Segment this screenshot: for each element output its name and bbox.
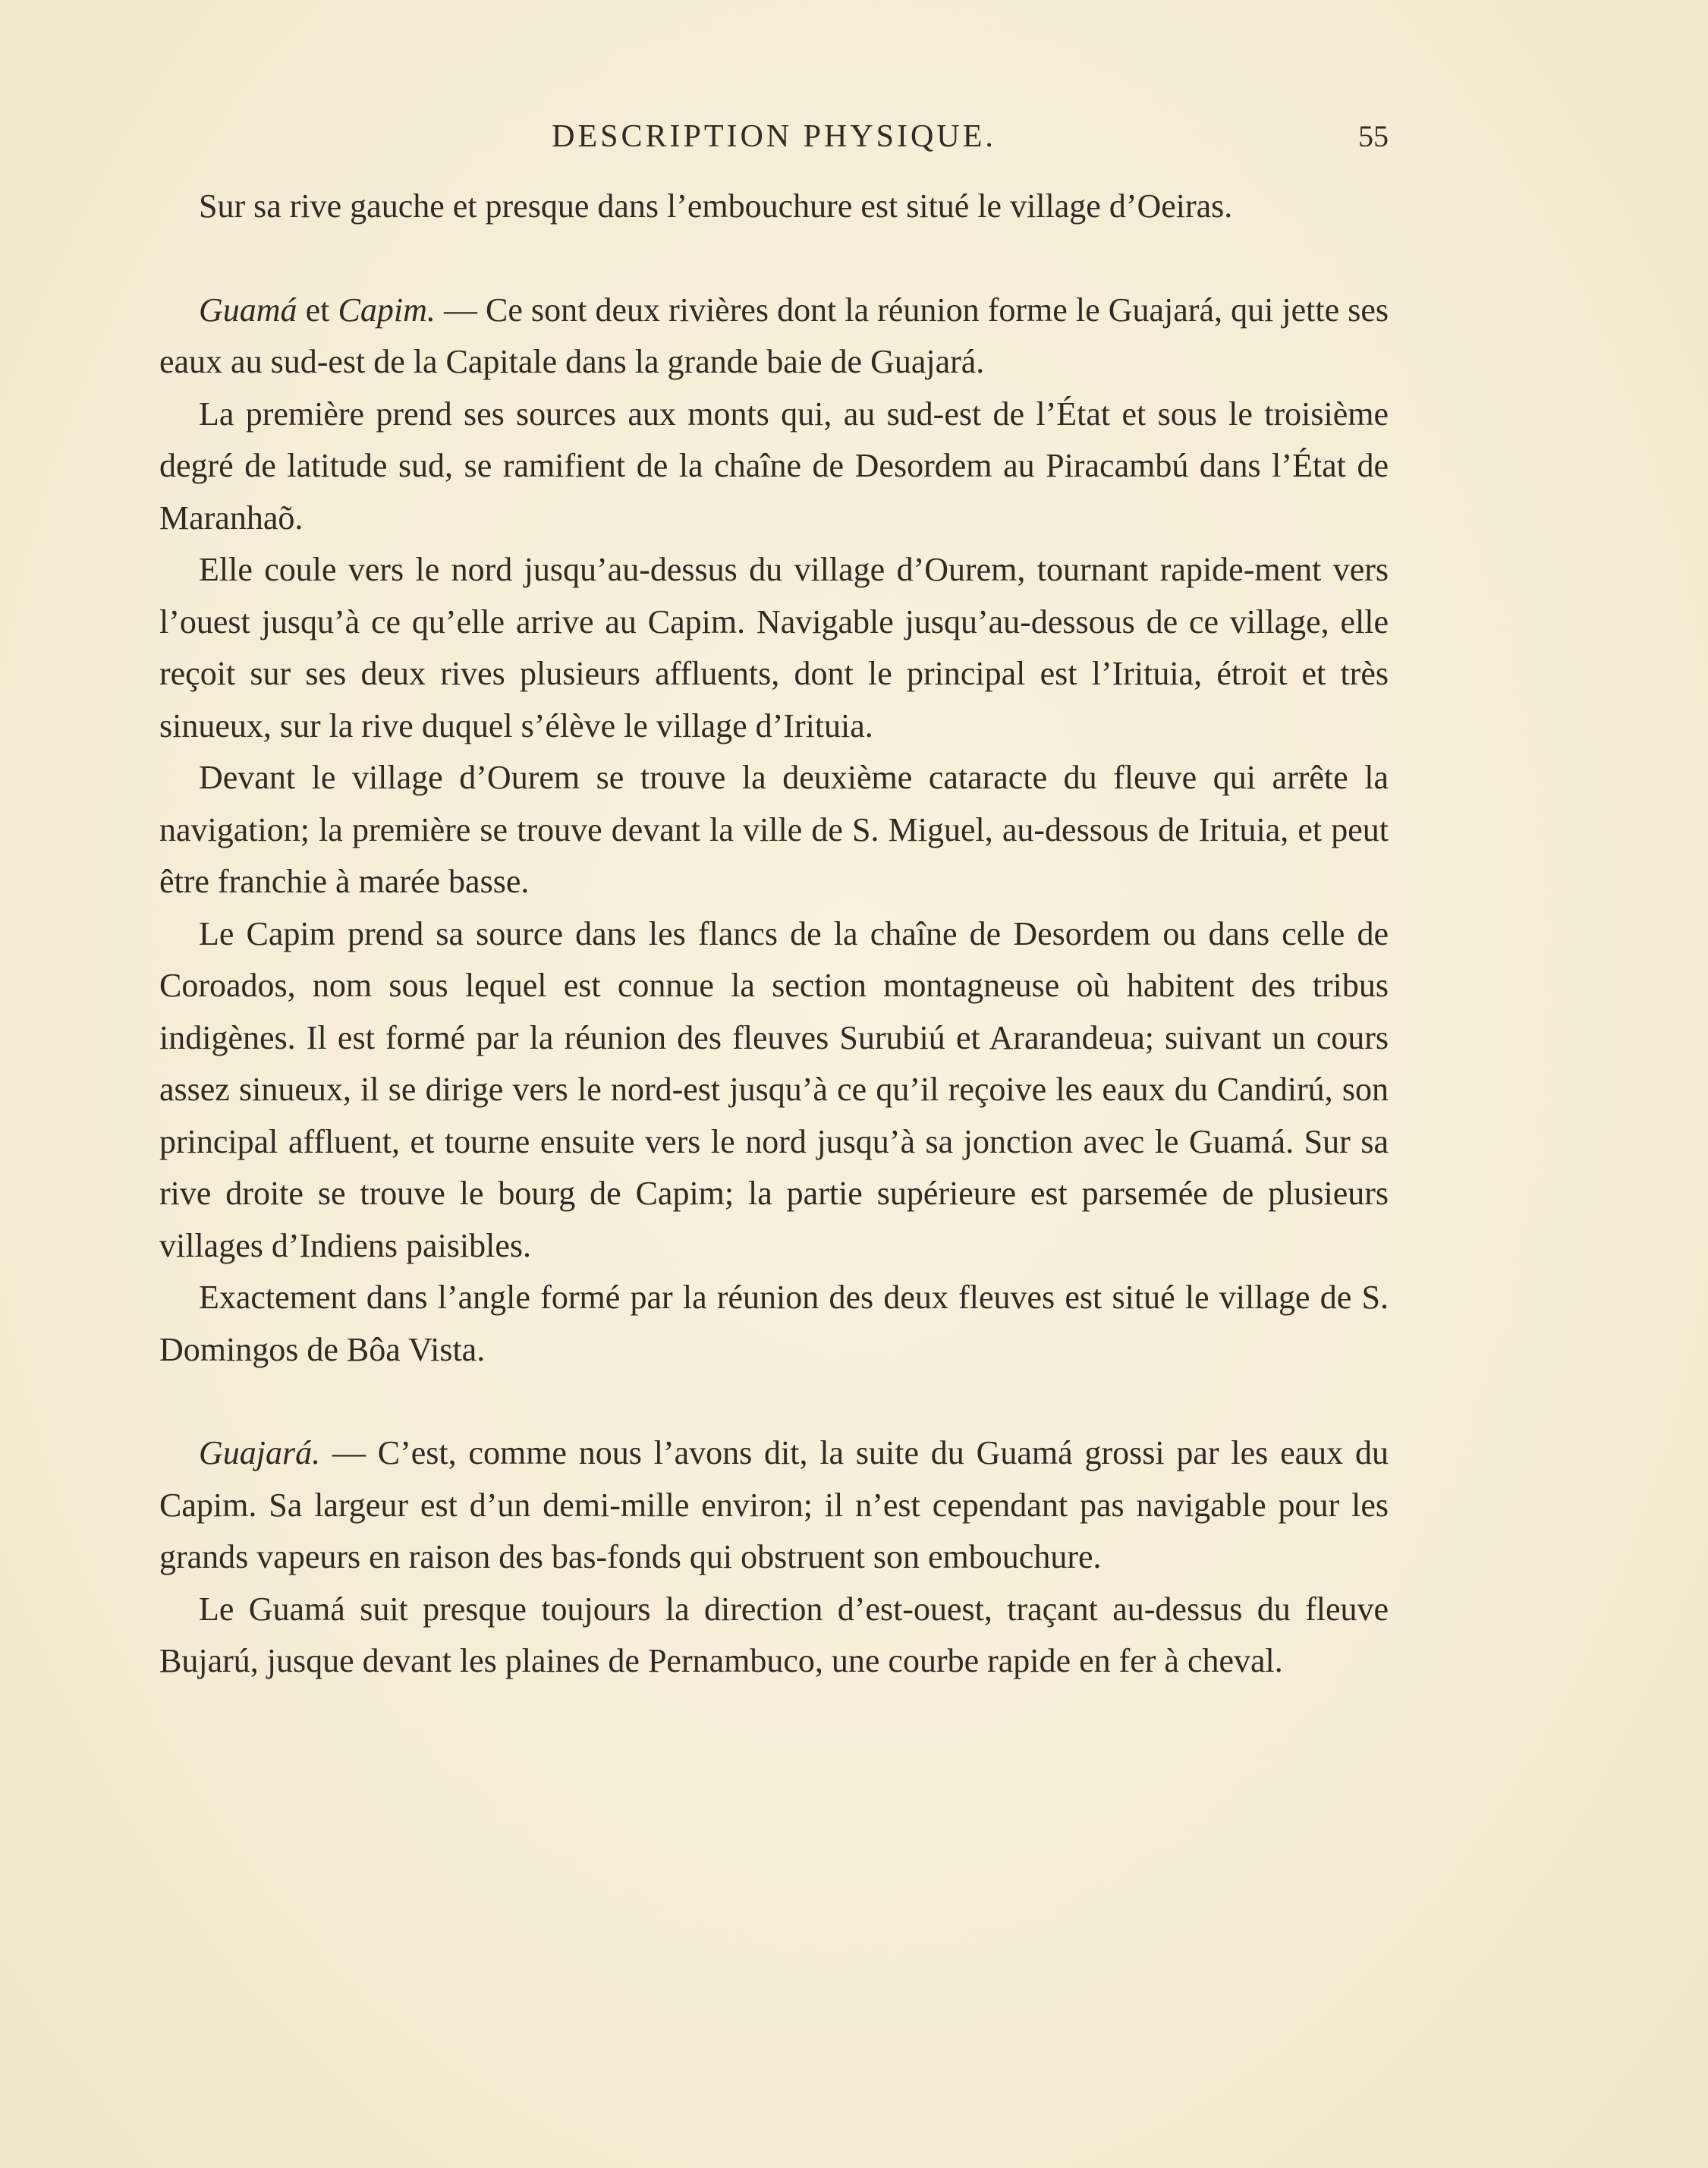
paragraph-guajara [159,1427,1389,1584]
section-lead-capim: Capim. [338,291,436,329]
section-lead-joiner: et [297,291,338,329]
paragraph-text: — Ce sont deux rivières dont la réunion forme le Guajará, qui jette ses eaux au sud-est de la Capitale dans la grande baie de Guajará. [159,291,1389,380]
paragraph-guama-capim [159,285,1389,389]
paragraph-text: Sur sa rive gauche et presque dans l’embouchure est situé le village d’Oeiras. [199,187,1233,225]
paragraph-course [159,544,1389,752]
paragraph-text: Devant le village d’Ourem se trouve la deuxième cataracte du fleuve qui arrête la navigation; la première se trouve devant la ville de S. Miguel, au-dessous de Irituia, et peut être franchie à marée basse. [159,759,1389,900]
paragraph-text: Le Capim prend sa source dans les flancs de la chaîne de Desordem ou dans celle de Coroados, nom sous lequel est connue la section montagneuse où habitent des tribus indigènes. Il est formé par la réunion des fleuves Surubiú et Ararandeua; suivant un cours assez sinueux, il se dirige vers le nord-est jusqu’à ce qu’il reçoive les eaux du Candirú, son principal affluent, et tourne ensuite vers le nord jusqu’à sa jonction avec le Guamá. Sur sa rive droite se trouve le bourg de Capim; la partie supérieure est parsemée de plusieurs villages d’Indiens paisibles. [159,914,1389,1264]
paragraph-guama-direction [159,1584,1389,1688]
section-lead-guama: Guamá [199,291,297,329]
paragraph-text: — C’est, comme nous l’avons dit, la suite du Guamá grossi par les eaux du Capim. Sa largeur est d’un demi-mille environ; il n’est cependant pas navigable pour les grands vapeurs en raison des bas-fonds qui obstruent son embouchure. [159,1434,1389,1575]
running-head: DESCRIPTION PHYSIQUE. [552,119,996,154]
body-text [159,181,1389,1688]
paragraph-sources [159,389,1389,545]
page-header [159,114,1389,159]
paragraph-text: La première prend ses sources aux monts qui, au sud-est de l’État et sous le troisième degré de latitude sud, se ramifient de la chaîne de Desordem au Piracambú dans l’État de Maranhaõ. [159,395,1389,536]
paragraph-text: Elle coule vers le nord jusqu’au-dessus du village d’Ourem, tournant rapide-ment vers l’ouest jusqu’à ce qu’elle arrive au Capim. Navigable jusqu’au-dessous de ce village, elle reçoit sur ses deux rives plusieurs affluents, dont le principal est l’Irituia, étroit et très sinueux, sur la rive duquel s’élève le village d’Irituia. [159,551,1389,744]
section-lead-guajara: Guajará. [199,1434,321,1471]
paragraph-cataracte [159,752,1389,908]
page-number: 55 [1358,119,1389,153]
paragraph-text: Exactement dans l’angle formé par la réunion des deux fleuves est situé le village de S. Domingos de Bôa Vista. [159,1279,1389,1368]
paragraph-capim-source [159,908,1389,1273]
paragraph-sao-domingos [159,1272,1389,1376]
paragraph-oeiras [159,181,1389,233]
paragraph-text: Le Guamá suit presque toujours la direction d’est-ouest, traçant au-dessus du fleuve Bujarú, jusque devant les plaines de Pernambuco, une courbe rapide en fer à cheval. [159,1590,1389,1679]
